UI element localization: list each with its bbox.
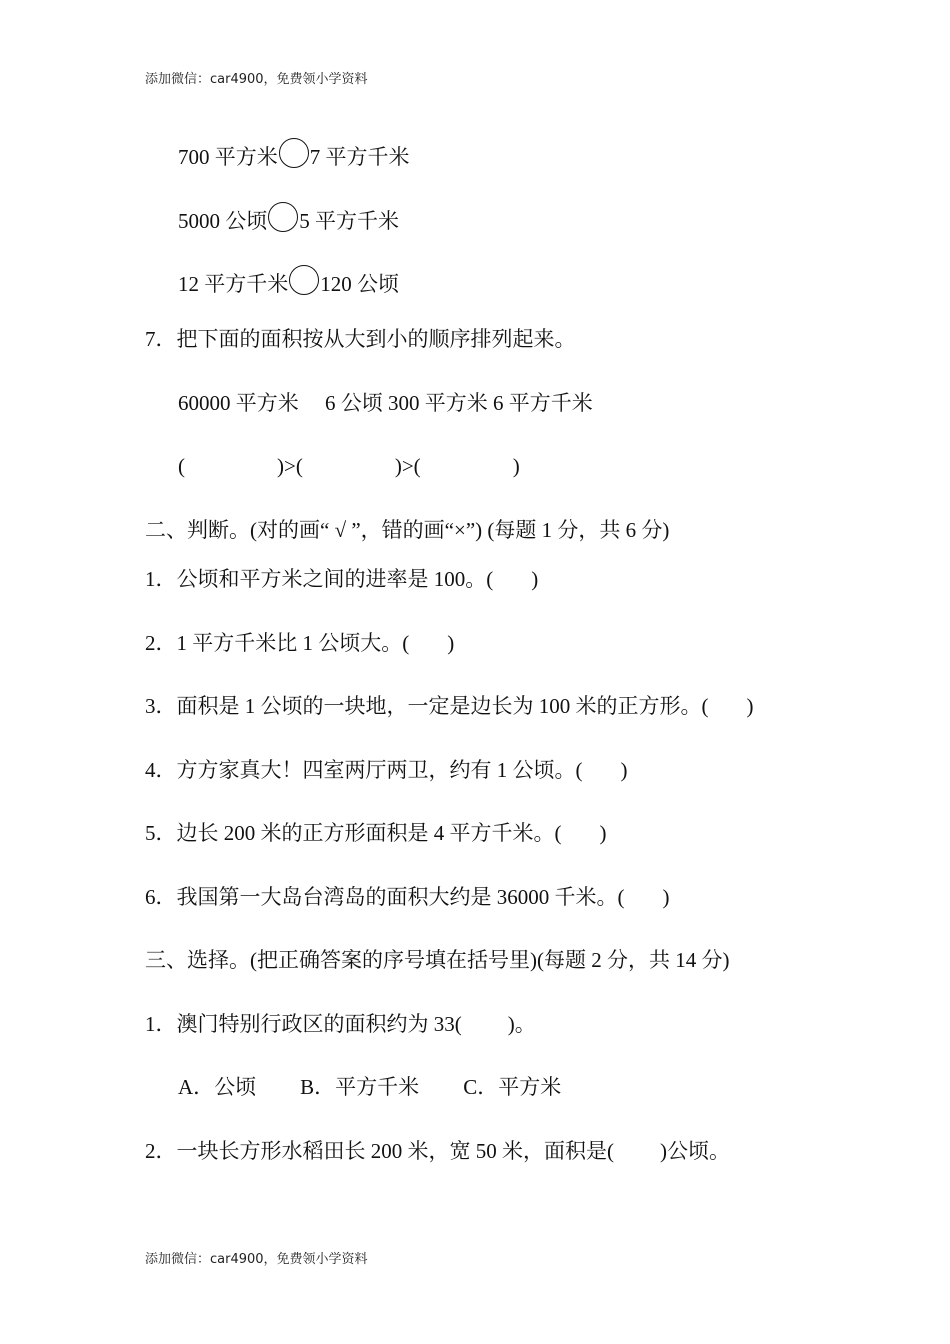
q7-prompt: 7．把下面的面积按从大到小的顺序排列起来。 xyxy=(145,327,576,351)
judge-close: ) xyxy=(599,821,607,845)
blank-sep: )>( xyxy=(277,454,303,478)
compare-row xyxy=(178,202,399,232)
q7-items: 60000 平方米 6 公顷 300 平方米 6 平方千米 xyxy=(178,391,593,415)
question-text: 1．澳门特别行政区的面积约为 33( xyxy=(145,1012,462,1036)
compare-left: 700 平方米 xyxy=(178,145,278,169)
question-tail: )公顷。 xyxy=(660,1139,730,1163)
compare-right: 5 平方千米 xyxy=(299,209,399,233)
choice-question xyxy=(145,1014,536,1035)
judge-text: 1．公顷和平方米之间的进率是 100。( xyxy=(145,567,494,591)
question-tail: )。 xyxy=(507,1012,536,1036)
compare-left: 12 平方千米 xyxy=(178,272,289,296)
section3-title: 三、选择。(把正确答案的序号填在括号里)(每题 2 分，共 14 分) xyxy=(145,948,730,972)
judge-item xyxy=(145,887,670,908)
judge-text: 6．我国第一大岛台湾岛的面积大约是 36000 千米。( xyxy=(145,885,625,909)
judge-text: 3．面积是 1 公顷的一块地，一定是边长为 100 米的正方形。( xyxy=(145,694,709,718)
judge-close: ) xyxy=(662,885,670,909)
blank-open: ( xyxy=(178,454,185,478)
compare-circle[interactable] xyxy=(268,202,298,232)
judge-text: 4．方方家真大！四室两厅两卫，约有 1 公顷。( xyxy=(145,758,583,782)
compare-row xyxy=(178,265,399,295)
compare-right: 7 平方千米 xyxy=(309,145,410,169)
compare-row xyxy=(178,138,410,168)
judge-text: 5．边长 200 米的正方形面积是 4 平方千米。( xyxy=(145,821,562,845)
option-b[interactable]: B．平方千米 xyxy=(300,1075,420,1099)
choice-question xyxy=(145,1141,730,1162)
option-a[interactable]: A．公顷 xyxy=(178,1075,257,1099)
judge-item xyxy=(145,823,607,844)
judge-item xyxy=(145,633,454,654)
blank-sep: )>( xyxy=(394,454,421,478)
section2-title: 二、判断。(对的画“ √ ”，错的画“×”) (每题 1 分，共 6 分) xyxy=(145,518,670,542)
choice-options xyxy=(178,1077,561,1098)
page-footer: 添加微信：car4900，免费领小学资料 xyxy=(145,1252,368,1267)
judge-close: ) xyxy=(620,758,628,782)
judge-text: 2．1 平方千米比 1 公顷大。( xyxy=(145,631,410,655)
q7-order-blanks xyxy=(178,456,520,477)
compare-circle[interactable] xyxy=(279,138,309,168)
compare-right: 120 公顷 xyxy=(320,272,399,296)
judge-close: ) xyxy=(447,631,455,655)
compare-circle[interactable] xyxy=(289,265,319,295)
judge-item xyxy=(145,569,538,590)
question-text: 2．一块长方形水稻田长 200 米，宽 50 米，面积是( xyxy=(145,1139,614,1163)
blank-close: ) xyxy=(512,454,520,478)
compare-left: 5000 公顷 xyxy=(178,209,268,233)
page-header: 添加微信：car4900，免费领小学资料 xyxy=(145,72,368,87)
judge-item xyxy=(145,760,628,781)
judge-item xyxy=(145,696,754,717)
judge-close: ) xyxy=(531,567,539,591)
option-c[interactable]: C．平方米 xyxy=(463,1075,562,1099)
judge-close: ) xyxy=(746,694,754,718)
